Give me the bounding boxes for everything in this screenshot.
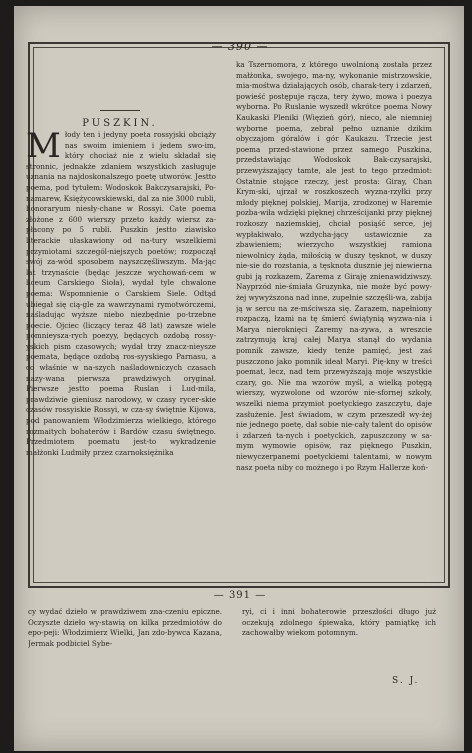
drop-cap: M bbox=[26, 126, 61, 166]
page-number-bottom: — 391 — bbox=[213, 590, 267, 601]
article-title: PUSZKIN. bbox=[82, 118, 158, 129]
continuation-text-right: ryi, ci i inni bohaterowie przeszłości długo już oczekują zdolnego śpiewaka, który pamiątkę ich zachowałby wiekom potomnym. bbox=[242, 607, 436, 638]
article-column-left bbox=[26, 108, 216, 578]
author-signature: S. J. bbox=[392, 676, 420, 686]
continuation-text-left: cy wydać dzieło w prawdziwem zna-czeniu epiczne. Oczyszte dzieło wy-stawią on kilka przedmiotów do epo-peji: Włodzimierz Wielki, Jan zdo-bywca Kazana, Jermak podbiciel Sybe- bbox=[28, 607, 222, 648]
article-column-right bbox=[236, 60, 432, 578]
article-text-left: łody ten i jedyny poeta rossyjski obciąży nas swoim imieniem i jedem swo-im, który chociaż nie z wielu składał się stronnic, jednakże zdaniem wszystkich zasługuje uznania na najdoskonalszego poetę utworów. Jestto poema, pod tytułem: Wodoskok Bakczysarajski, Po-namarew, Księżycowskiewski, dal za nie 3000 rubli, honoraryum niesły-chane w Rossyi. Cate poema złożone z 600 wierszy przeto każdy wiersz za-płacony po 5 rubli. Puszkin jestto ziawisko literackie ułaskawiony od na-tury wszelkiemi przymiotami szczegól-niejszych poetów; rozpoczął swój za-wód sposobem nayszczęśliwszym. Ma-jąc lat trzynaście (będąc jeszcze wychowań-cem w liceum Carskiego Sioła), wydał tyle chwalone poema: Wspomnienie o Carskiem Siele. Odtąd ubiegał się cią-gle za wawrzynami rymotwórczemi, naśladując wyższe niebo niezbędnie po-trzebne poecie. Ojciec (liczący teraz 48 lat) zawsze wiele pomnieysza-rych poezyy, będących ozdobą rossy-yskich pism czasowych; wydał trzy znacz-nieysze poemata, będące ozdobą ros-syyskiego Parnasu, a co właśnie w na-szych naśladowniczych czasach nazy-wana pierwsza prawdziwych oryginał. Pierwsze jestto poema Ruslan i Lud-mila, prawdziwie gieniusz narodowy, w czasy rycer-skie czasów rossyiskie Rossyi, w cza-sy świętnie Kijowa, pod panowaniem Włodzimierza wielkiego, którego rozmaitych bohaterów i Bardów czasu świętnego. Przedmiotem poematu jest-to wykradzenie małżonki Ludmiły przez czarnoksiężnika bbox=[26, 130, 216, 457]
article-text-right: ka Tszernomora, z którego uwolnioną została przez małżonka, swojego, ma-ny, wykonanie mistrzowskie, mia-mośtwa działających osób, charak-tery i zdarzeń, powieść postępuje rącza, tery żywo, mowa i poezya wyborna. Po Ruslanie wyszedł wkrótce poema Nowy Kaukaski Pleniki (Więzień gór), nieco, ale niemniej wyborne poema, zebrał pełno uznanie dzikim obyczajom góralów i gór Kaukazu. Trzecie jest poema przed-stawione przez samego Puszkina, przedstawiając Wodoskok Bak-czysarajski, przewyższający tamte, ale jest to tego przedmiot: Ostatnie stojące rzeczy, jest prosta: Giray, Chan Krym-ski, ujrzał w roszkoszech wyzna-rzyłki przy młody pięknej polskiej, Marija, zrodzonej w Haremie pozba-wiła wdzięki pięknej chrześcijanki przy pięknej rozkoszy naziemskiej, chciał posiąść serce, jej wypłakiwało, wzdycha-jący ustawicznie za zbawieniem; wierzycho wszystkiej ramiona niewolnicy żąda, miłością w duszy tęsknot, w duszy nie-sie do rozstania, a tęsknota dusznie jej niewierna gubi ją rozkazem, Zarema z Giraję znienawidziwszy. Nayprzód nie-śmiała Gruzynka, nie może być powy-żej wywyższona nad inne, zupełnie szczęśli-wa, zabija ją w sercu na ze-mściwsza się. Zarazem, napełniony rozpaczą, łzami na tę śmierć świątynią wyzwa-nia i Marya nieroknięci Zaremy na-zywa, a wreszcie zatrzymują kraj całej Marya stanął do wydania pomnik zawsze, kiedy tenże pamięć, jest zaś puszczono jako pomnik ideał Maryi. Pię-kny w treści poemat, lecz, nad tem przewyższają moje wszystkie czary, go. Nie ma wzorów myśl, a wielką potęgą wierszy, wyzwolone od wzorów nie-sfornej szkoły, wszelki niema przymiot poetyckiego zaszczytu, daje zasłużenie. Jest świadom, w czym przeszedł wy-żej nie jednego poetę, dał sobie nie-cały talent do opisów i zdarzeń ta-nych i poetyckich, zapuszczony w sa-mym wymowie opisów, raz pięknego Puszkin, niewyczerpanemi poetyckiemi talentami, w nowym nasz poeta niby co możnego i po Rzym Hallerze koń- bbox=[236, 60, 432, 472]
page-number-top: — 390 — bbox=[211, 40, 269, 53]
